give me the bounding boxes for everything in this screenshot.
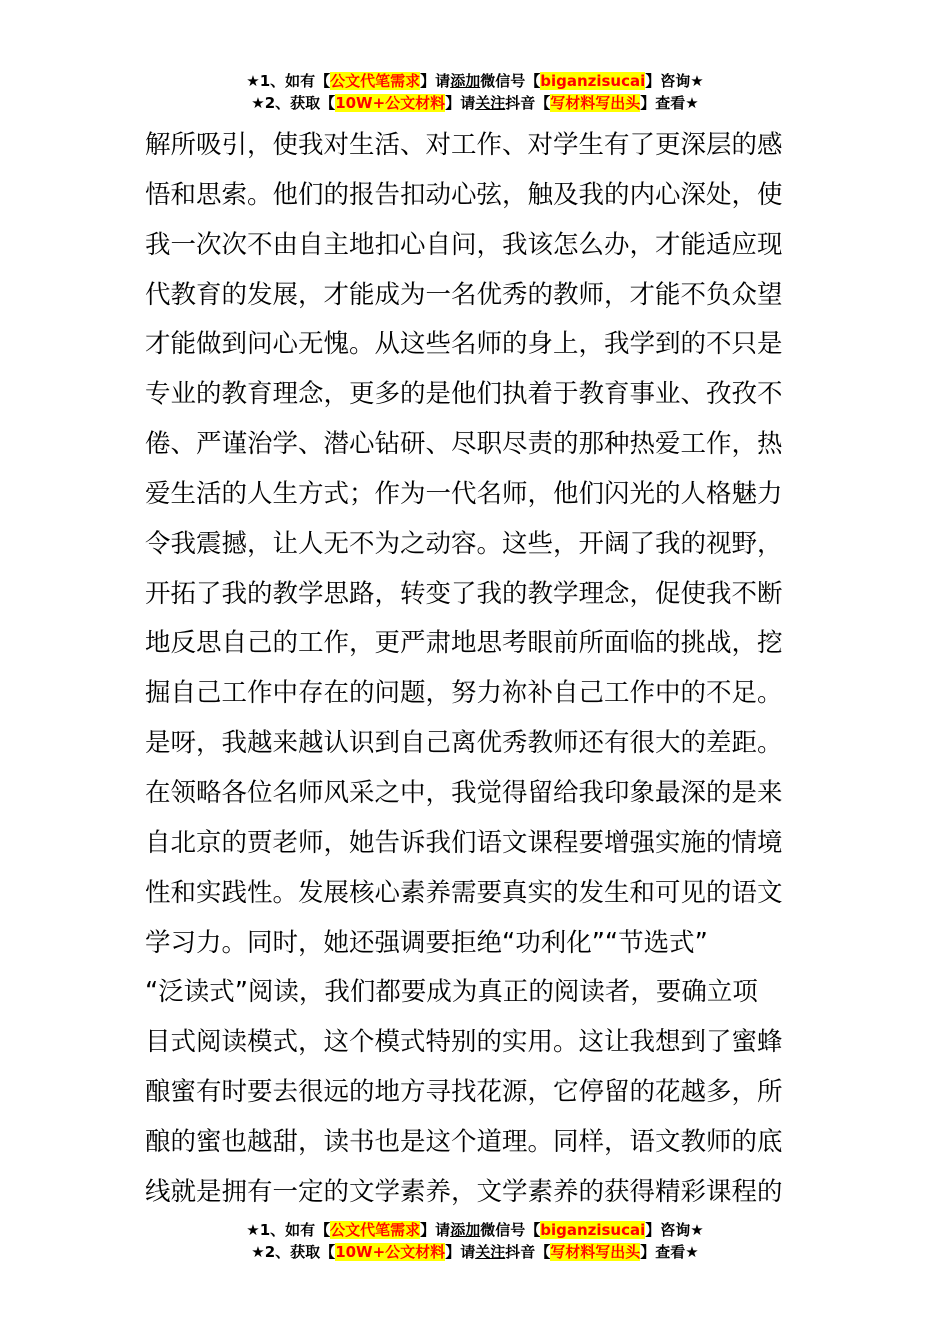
footer-banner-line-2	[0, 1241, 950, 1263]
banner-text: 微信号【	[480, 1221, 541, 1239]
body-line: 专业的教育理念，更多的是他们执着于教育事业、孜孜不	[145, 379, 783, 410]
body-line: 我一次次不由自主地扣心自问，我该怎么办，才能适应现	[145, 229, 783, 260]
banner-text: 抖音【	[505, 1243, 551, 1261]
banner-underlined-text: 添加	[450, 72, 481, 90]
header-banner-line-2	[0, 92, 950, 114]
banner-text: ★2、获取【	[251, 1243, 336, 1261]
banner-highlight: 写材料写出头	[550, 94, 641, 112]
banner-text: 】请	[445, 94, 476, 112]
banner-text: 】请	[420, 72, 451, 90]
banner-highlight: biganzisucai	[540, 72, 646, 90]
body-line: 才能做到问心无愧。从这些名师的身上，我学到的不只是	[145, 329, 783, 360]
banner-highlight: 10W+公文材料	[335, 1243, 446, 1261]
header-banner-line-1	[0, 70, 950, 92]
footer-banner	[0, 1219, 950, 1263]
banner-highlight: 写材料写出头	[550, 1243, 641, 1261]
banner-text: ★2、获取【	[251, 94, 336, 112]
banner-underlined-text: 添加	[450, 1221, 481, 1239]
body-line: 代教育的发展，才能成为一名优秀的教师，才能不负众望	[145, 279, 783, 310]
body-line: 令我震撼，让人无不为之动容。这些，开阔了我的视野，	[145, 528, 783, 559]
document-body	[145, 121, 807, 1218]
banner-text: 】请	[420, 1221, 451, 1239]
body-line: 学习力。同时，她还强调要拒绝“功利化”“节选式”	[145, 927, 708, 958]
header-banner	[0, 70, 950, 114]
banner-text: 】查看★	[640, 1243, 699, 1261]
body-line: 目式阅读模式，这个模式特别的实用。这让我想到了蜜蜂	[145, 1027, 783, 1058]
banner-highlight: 公文代笔需求	[330, 72, 421, 90]
body-line: 酿的蜜也越甜，读书也是这个道理。同样，语文教师的底	[145, 1126, 783, 1157]
body-line: 自北京的贾老师，她告诉我们语文课程要增强实施的情境	[145, 827, 783, 858]
banner-text: 】请	[445, 1243, 476, 1261]
body-line: “泛读式”阅读，我们都要成为真正的阅读者，要确立项	[145, 977, 758, 1008]
body-line: 掘自己工作中存在的问题，努力祢补自己工作中的不足。	[145, 678, 783, 709]
banner-underlined-text: 关注	[475, 94, 506, 112]
body-line: 地反思自己的工作，更严肃地思考眼前所面临的挑战，挖	[145, 628, 783, 659]
banner-highlight: 公文代笔需求	[330, 1221, 421, 1239]
banner-underlined-text: 关注	[475, 1243, 506, 1261]
body-line: 性和实践性。发展核心素养需要真实的发生和可见的语文	[145, 877, 783, 908]
banner-text: ★1、如有【	[246, 1221, 331, 1239]
body-line: 开拓了我的教学思路，转变了我的教学理念，促使我不断	[145, 578, 783, 609]
banner-text: 微信号【	[480, 72, 541, 90]
banner-text: 】咨询★	[645, 1221, 704, 1239]
banner-highlight: 10W+公文材料	[335, 94, 446, 112]
body-line: 是呀，我越来越认识到自己离优秀教师还有很大的差距。	[145, 728, 783, 759]
banner-text: ★1、如有【	[246, 72, 331, 90]
banner-text: 】查看★	[640, 94, 699, 112]
body-line: 酿蜜有时要去很远的地方寻找花源，它停留的花越多，所	[145, 1077, 783, 1108]
body-line: 倦、严谨治学、潜心钻研、尽职尽责的那种热爱工作，热	[145, 429, 783, 460]
body-line: 爱生活的人生方式；作为一代名师，他们闪光的人格魅力	[145, 478, 783, 509]
banner-text: 抖音【	[505, 94, 551, 112]
banner-highlight: biganzisucai	[540, 1221, 646, 1239]
banner-text: 】咨询★	[645, 72, 704, 90]
body-line: 线就是拥有一定的文学素养，文学素养的获得精彩课程的	[145, 1176, 783, 1207]
body-line: 在领略各位名师风采之中，我觉得留给我印象最深的是来	[145, 777, 783, 808]
body-line: 解所吸引，使我对生活、对工作、对学生有了更深层的感	[145, 130, 783, 160]
body-line: 悟和思索。他们的报告扣动心弦，触及我的内心深处，使	[145, 179, 783, 210]
footer-banner-line-1	[0, 1219, 950, 1241]
